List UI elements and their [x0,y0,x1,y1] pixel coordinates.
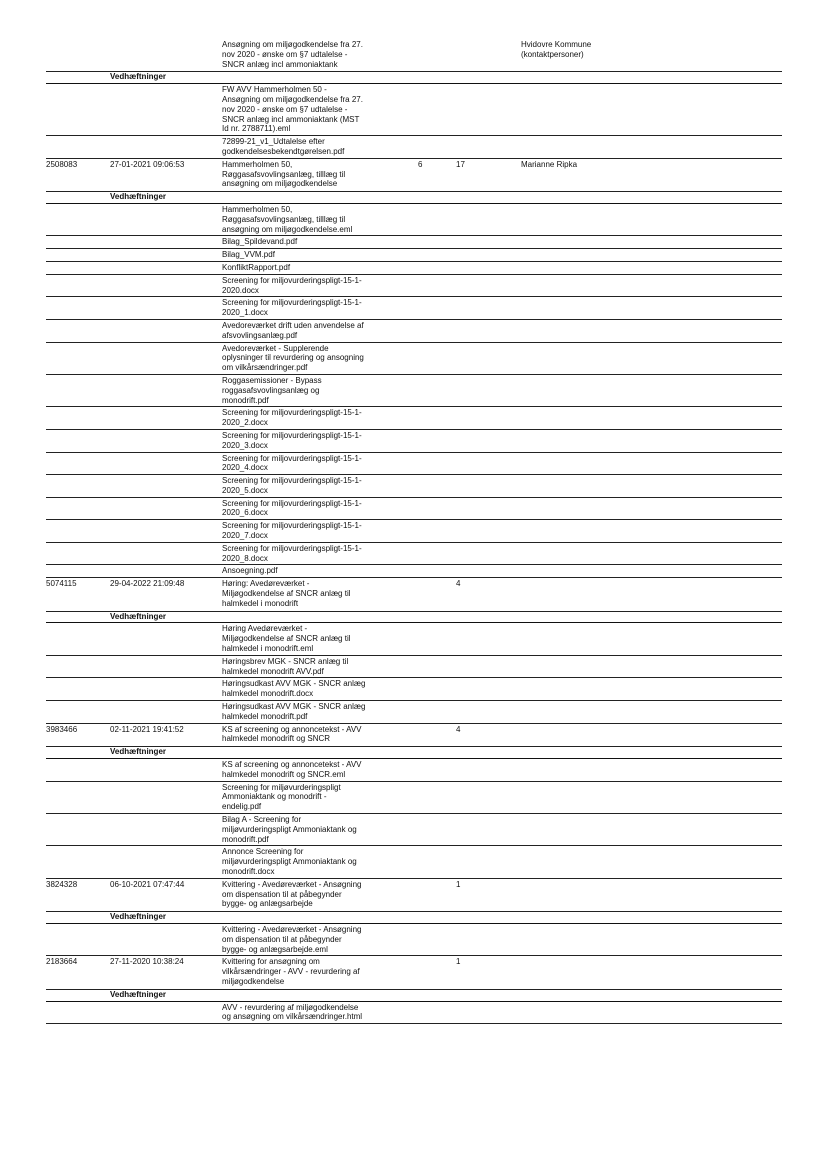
attachment-filename: Høringsudkast AVV MGK - SNCR anlæg halmkedel monodrift.pdf [222,702,366,721]
attachment-row [46,84,782,136]
attachments-label: Vedhæftninger [110,747,167,757]
document-id: 2183664 [46,957,78,967]
table-row [46,879,782,912]
attachment-filename: Kvittering - Avedøreværket - Ansøgning om dispensation til at påbegynder bygge- og anlægsarbejde.eml [222,924,362,954]
attachment-filename: Screening for miljovurderingspligt-15-1- 2020_5.docx [222,476,362,495]
document-title: Kvittering for ansøgning om vilkårsændringer - AVV - revurdering af miljøgodkendelse [222,957,360,986]
document-title: Kvittering - Avedøreværket - Ansøgning om dispensation til at påbegynder bygge- og anlægsarbejde [222,879,362,909]
attachment-row [46,453,782,476]
document-pages: 4 [456,724,461,734]
attachment-row [46,543,782,566]
attachments-header-row [46,72,782,84]
document-id: 3983466 [46,724,78,734]
attachment-row [46,475,782,498]
attachment-row [46,656,782,679]
attachment-row [46,1002,782,1025]
attachments-header-row [46,990,782,1002]
attachment-row [46,520,782,543]
attachment-filename: Høringsbrev MGK - SNCR anlæg til halmkedel monodrift AVV.pdf [222,656,349,676]
attachment-filename: Screening for miljovurderingspligt-15-1- 2020_3.docx [222,430,362,450]
attachment-filename: KonfliktRapport.pdf [222,262,291,272]
attachments-label: Vedhæftninger [110,611,167,621]
document-title: Hammerholmen 50, Røggasafsvovlingsanlæg, tilllæg til ansøgning om miljøgodkendelse [222,159,346,189]
attachments-label: Vedhæftninger [110,912,167,922]
document-date: 27-01-2021 09:06:53 [110,159,185,169]
attachment-filename: Screening for miljovurderingspligt-15-1- 2020_7.docx [222,521,362,541]
attachment-row [46,623,782,655]
document-date: 29-04-2022 21:09:48 [110,579,185,589]
attachment-row [46,678,782,701]
attachment-filename: Høring Avedøreværket - Miljøgodkendelse af SNCR anlæg til halmkedel i monodrift.eml [222,624,351,654]
attachment-filename: KS af screening og annoncetekst - AVV halmkedel monodrift og SNCR.eml [222,760,362,779]
document-sender: Marianne Ripka [521,159,578,169]
attachment-row [46,782,782,814]
attachment-row [46,759,782,782]
attachment-row [46,297,782,320]
attachments-header-row [46,192,782,204]
attachment-filename: Bilag_VVM.pdf [222,250,275,260]
table-row [46,956,782,989]
attachment-filename: Bilag_Spildevand.pdf [222,237,298,247]
attachments-label: Vedhæftninger [110,192,167,202]
attachments-header-row [46,612,782,624]
document-count: 6 [418,159,423,169]
attachment-filename: AVV - revurdering af miljøgodkendelse og ansøgning om vilkårsændringer.html [222,1002,363,1022]
document-pages: 17 [456,159,465,169]
attachment-row [46,924,782,956]
attachment-row [46,262,782,275]
attachment-row [46,136,782,159]
document-date: 02-11-2021 19:41:52 [110,724,184,734]
attachment-row [46,249,782,262]
table-row [46,39,782,72]
document-sender: Hvidovre Kommune (kontaktpersoner) [521,40,592,59]
attachment-row [46,701,782,724]
attachment-row [46,343,782,375]
attachments-label: Vedhæftninger [110,989,167,999]
attachment-row [46,814,782,846]
attachment-row [46,498,782,521]
attachments-label: Vedhæftninger [110,72,167,82]
attachment-filename: FW AVV Hammerholmen 50 - Ansøgning om miljøgodkendelse fra 27. nov 2020 - ønske om §7 udtalelse - SNCR anlæg incl ammoniaktank (MST Id nr. 2788711).eml [222,85,363,134]
attachment-filename: Ansoegning.pdf [222,566,278,576]
attachment-row [46,375,782,407]
table-row [46,578,782,611]
attachment-row [46,407,782,430]
attachment-row [46,320,782,343]
document-id: 5074115 [46,579,77,589]
document-pages: 4 [456,579,461,589]
attachment-filename: 72899-21_v1_Udtalelse efter godkendelsesbekendtgørelsen.pdf [222,137,345,156]
attachment-filename: Roggasemissioner - Bypass roggasafsvovlingsanlæg og monodrift.pdf [222,375,322,405]
journal-table [46,39,782,1024]
attachment-filename: Avedoreværket - Supplerende oplysninger til revurdering og ansogning om vilkårsændringer.pdf [222,343,364,373]
attachments-header-row [46,747,782,759]
attachment-filename: Screening for miljovurderingspligt-15-1- 2020_8.docx [222,543,362,563]
attachment-row [46,236,782,249]
attachment-filename: Screening for miljovurderingspligt-15-1- 2020_6.docx [222,498,362,518]
document-date: 06-10-2021 07:47:44 [110,879,185,889]
attachment-row [46,846,782,878]
attachment-filename: Screening for miljovurderingspligt-15-1- 2020.docx [222,275,362,295]
document-pages: 1 [456,879,461,889]
table-row [46,159,782,192]
attachment-row [46,204,782,236]
attachment-filename: Annonce Screening for miljøvurderingspligt Ammoniaktank og monodrift.docx [222,847,357,876]
attachment-row [46,430,782,453]
attachment-filename: Avedoreværket drift uden anvendelse af afsvovlingsanlæg.pdf [222,320,364,340]
document-title: KS af screening og annoncetekst - AVV halmkedel monodrift og SNCR [222,724,362,744]
document-title: Høring: Avedøreværket - Miljøgodkendelse af SNCR anlæg til halmkedel i monodrift [222,579,351,608]
document-id: 2508083 [46,159,78,169]
attachment-filename: Bilag A - Screening for miljøvurderingspligt Ammoniaktank og monodrift.pdf [222,815,357,844]
attachment-filename: Screening for miljøvurderingspligt Ammoniaktank og monodrift - endelig.pdf [222,782,341,812]
document-date: 27-11-2020 10:38:24 [110,957,184,967]
document-id: 3824328 [46,879,78,889]
attachment-filename: Screening for miljovurderingspligt-15-1- 2020_1.docx [222,298,362,318]
document-pages: 1 [456,957,461,967]
attachment-row [46,565,782,578]
attachment-filename: Screening for miljovurderingspligt-15-1- 2020_4.docx [222,453,362,473]
document-title: Ansøgning om miljøgodkendelse fra 27. nov 2020 - ønske om §7 udtalelse - SNCR anlæg incl ammoniaktank [222,40,363,69]
table-row [46,724,782,748]
attachment-filename: Hammerholmen 50, Røggasafsvovlingsanlæg, tilllæg til ansøgning om miljøgodkendelse.eml [222,204,353,234]
attachment-filename: Høringsudkast AVV MGK - SNCR anlæg halmkedel monodrift.docx [222,679,366,699]
attachment-filename: Screening for miljovurderingspligt-15-1- 2020_2.docx [222,408,362,428]
attachments-header-row [46,912,782,924]
attachment-row [46,275,782,298]
